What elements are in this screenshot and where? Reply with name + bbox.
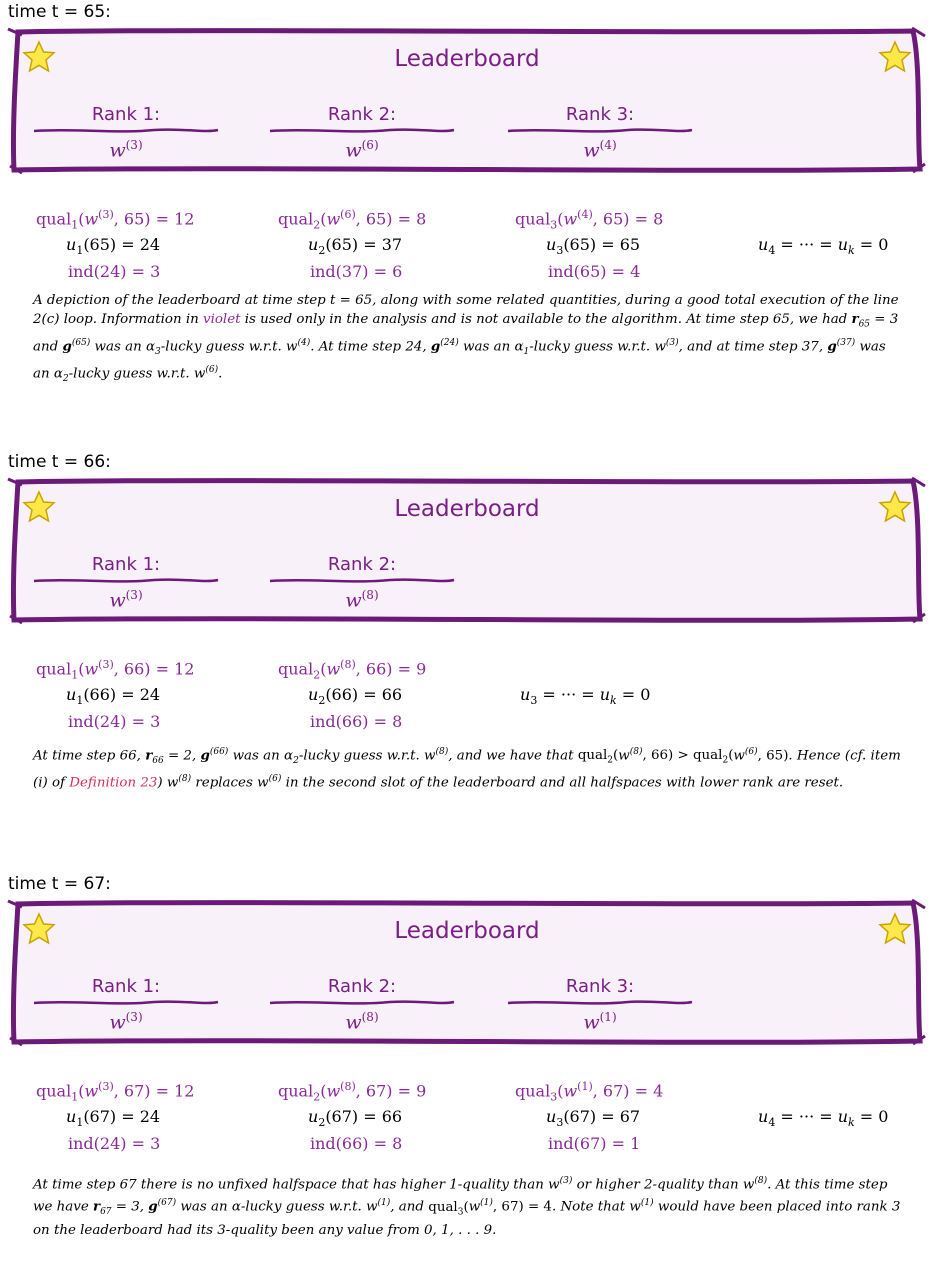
quality-value: $qual_3(w^{(4)}$, 65) = 8 [515,208,664,232]
rank-divider [34,998,218,1008]
quality-value: $qual_3(w^{(1)}$, 67) = 4 [515,1080,664,1104]
update-time: $u_3(65) = 65$ [546,235,641,258]
quality-value: $qual_1(w^{(3)}$, 66) = 12 [36,658,195,682]
caption: At time step 66, $r_{66} = 2$, $g^{(66)}$ was an $\alpha_2$-lucky guess w.r.t. $w^{(8)}$, and we have that $qual_2(w^{(8)}$, $66) > qual_2(w^{(6)}$, 65). Hence (cf. item (i) of Definition 23) $w^{(8)}$ replaces $w^{(6)}$ in the second slot of the leaderboard and all halfspaces with lower rank are reset. [33,747,901,791]
rank-label: Rank 2: [327,976,397,997]
leaderboard [8,898,926,1046]
board-title: Leaderboard [394,918,540,944]
board-title: Leaderboard [394,496,540,522]
rank-divider [270,576,454,586]
index-value: ind(66) = 8 [310,712,403,731]
rank-label: Rank 1: [91,554,161,575]
update-time: $u_1(67) = 24$ [66,1107,161,1130]
rank-label: Rank 1: [91,976,161,997]
rank-divider [34,126,218,136]
quality-value: $qual_1(w^{(3)}$, 67) = 12 [36,1080,195,1104]
quality-value: $qual_1(w^{(3)}$, 65) = 12 [36,208,195,232]
index-value: ind(66) = 8 [310,1134,403,1153]
rank-divider [270,126,454,136]
update-time: $u_2(67) = 66$ [308,1107,403,1130]
leaderboard [8,26,926,174]
index-value: ind(37) = 6 [310,262,403,281]
rank-divider [508,126,692,136]
index-value: ind(24) = 3 [68,1134,161,1153]
update-time: $u_1(66) = 24$ [66,685,161,708]
rank-divider [270,998,454,1008]
leaderboard [8,476,926,624]
reset-counters: $u_3$ = ··· = $u_k = 0$ [520,685,651,708]
index-value: ind(65) = 4 [548,262,641,281]
rank-label: Rank 1: [91,104,161,125]
reset-counters: $u_4$ = ··· = $u_k = 0$ [758,235,889,258]
rank-label: Rank 3: [565,104,635,125]
rank-halfspace: $w^{(6)}$ [345,138,379,162]
rank-label: Rank 2: [327,104,397,125]
caption: A depiction of the leaderboard at time step t = 65, along with some related quantities, during a good total execution of the line 2(c) loop. Information in violet is used only in the analysis and is not available to the algorithm. At time step 65, we had $r_{65} = 3$ and $g^{(65)}$ was an $\alpha_3$-lucky guess w.r.t. $w^{(4)}$. At time step 24, $g^{(24)}$ was an $\alpha_1$-lucky guess w.r.t. $w^{(3)}$, and at time step 37, $g^{(37)}$ was an $\alpha_2$-lucky guess w.r.t. $w^{(6)}$. [33,293,899,384]
update-time: $u_2(65) = 37$ [308,235,403,258]
quality-value: $qual_2(w^{(6)}$, 65) = 8 [278,208,427,232]
rank-halfspace: $w^{(3)}$ [109,1010,143,1034]
quality-value: $qual_2(w^{(8)}$, 67) = 9 [278,1080,427,1104]
time-label: time t = 66: [8,452,111,472]
rank-halfspace: $w^{(8)}$ [345,588,379,612]
rank-label: Rank 2: [327,554,397,575]
caption: At time step 67 there is no unfixed halfspace that has higher 1-quality than $w^{(3)}$ or higher 2-quality than $w^{(8)}$. At this time step we have $r_{67} = 3$, $g^{(67)}$ was an α-lucky guess w.r.t. $w^{(1)}$, and $qual_3(w^{(1)}$, 67) = 4. Note that $w^{(1)}$ would have been placed into rank 3 on the leaderboard had its 3-quality been any value from 0, 1, . . . 9. [33,1176,901,1238]
index-value: ind(24) = 3 [68,262,161,281]
update-time: $u_3(67) = 67$ [546,1107,641,1130]
update-time: $u_2(66) = 66$ [308,685,403,708]
reset-counters: $u_4$ = ··· = $u_k = 0$ [758,1107,889,1130]
index-value: ind(24) = 3 [68,712,161,731]
rank-halfspace: $w^{(3)}$ [109,588,143,612]
time-label: time t = 67: [8,874,111,894]
rank-halfspace: $w^{(3)}$ [109,138,143,162]
update-time: $u_1(65) = 24$ [66,235,161,258]
rank-halfspace: $w^{(4)}$ [583,138,617,162]
rank-halfspace: $w^{(1)}$ [583,1010,617,1034]
time-label: time t = 65: [8,2,111,22]
rank-label: Rank 3: [565,976,635,997]
rank-halfspace: $w^{(8)}$ [345,1010,379,1034]
rank-divider [34,576,218,586]
index-value: ind(67) = 1 [548,1134,641,1153]
quality-value: $qual_2(w^{(8)}$, 66) = 9 [278,658,427,682]
rank-divider [508,998,692,1008]
board-title: Leaderboard [394,46,540,72]
